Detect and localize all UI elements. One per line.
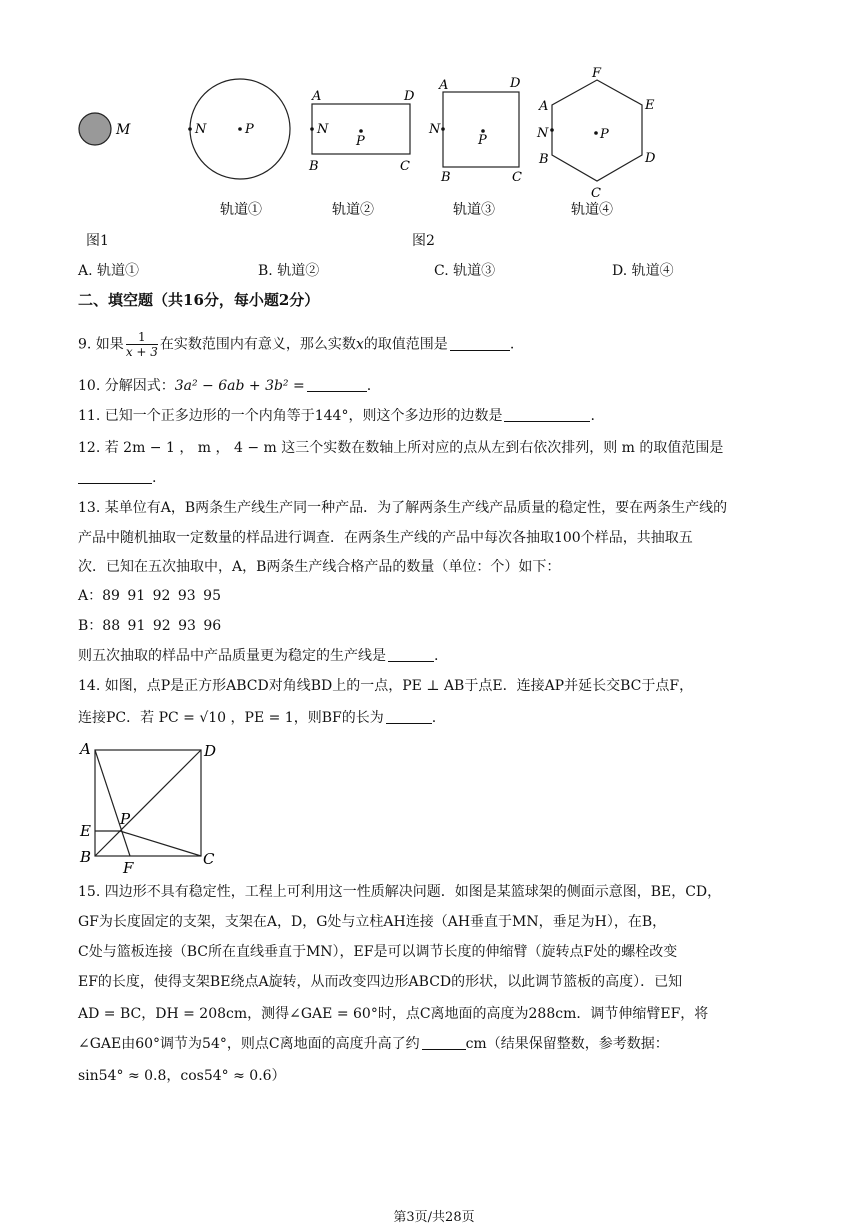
fig2-label: 图2 (412, 233, 435, 249)
track4-n-dot (550, 128, 554, 132)
option-d[interactable]: D. 轨道④ (612, 263, 674, 279)
question-13-line1: 13. 某单位有A，B两条生产线生产同一种产品．为了解两条生产线产品质量的稳定性，要在两条生产线的 (78, 500, 728, 516)
q11-pre: 11. 已知一个正多边形的一个内角等于 (78, 408, 315, 424)
q10-end: . (366, 378, 372, 394)
track3-n-label: N (429, 122, 441, 137)
track4-c-label: C (591, 186, 601, 201)
q10-answer-blank[interactable] (307, 377, 367, 392)
track1-p-label: P (245, 122, 254, 137)
figures-svg (0, 0, 868, 230)
fig1-label: 图1 (86, 233, 109, 249)
q10-expr: 3a² − 6ab + 3b² = (174, 378, 305, 394)
question-14-line1: 14. 如图，点P是正方形ABCD对角线BD上的一点，PE ⊥ AB于点E．连接AP并延长交BC于点F， (78, 678, 694, 694)
q15-line6-pre: ∠GAE由60°调节为54°，则点C离地面的高度升高了约 (78, 1036, 420, 1052)
q14-label-b: B (80, 848, 92, 866)
track4-n-label: N (537, 126, 549, 141)
question-15-line6 (78, 1034, 669, 1054)
question-14-line2 (78, 708, 436, 728)
q14-answer-blank[interactable] (386, 709, 432, 724)
question-15-line3: C处与篮板连接（BC所在直线垂直于MN），EF是可以调节长度的伸缩臂（旋转点F处的螺栓改变 (78, 944, 678, 960)
question-13-data-b: B：88 91 92 93 96 (78, 618, 222, 634)
question-11 (78, 406, 595, 426)
track3-b-label: B (441, 170, 451, 185)
track3-d-label: D (510, 76, 521, 91)
q11-post: ，则这个多边形的边数是 (348, 408, 503, 424)
track4-a-label: A (539, 99, 549, 114)
q9-pre: 9. 如果 (78, 336, 124, 353)
q11-end: . (590, 408, 595, 424)
question-12-answer-line (78, 468, 156, 488)
q14-label-c: C (203, 850, 215, 868)
q9-denominator: x + 3 (125, 345, 158, 359)
track2-b-label: B (309, 159, 319, 174)
track3-a-label: A (439, 78, 449, 93)
question-12: 12. 若 2m − 1 ， m ， 4 − m 这三个实数在数轴上所对应的点从左到右依次排列，则 m 的取值范围是 (78, 440, 724, 456)
question-15-line7: sin54° ≈ 0.8，cos54° ≈ 0.6） (78, 1068, 286, 1084)
track3-p-label: P (478, 133, 487, 148)
track3-n-dot (441, 127, 445, 131)
q9-post: 在实数范围内有意义，那么实数 (159, 336, 356, 353)
coin-m (79, 113, 111, 145)
question-15-line5: AD = BC，DH = 208cm，测得∠GAE = 60°时，点C离地面的高度为288cm．调节伸缩臂EF，将 (78, 1006, 709, 1022)
q15-answer-blank[interactable] (422, 1035, 466, 1050)
section-title: 二、填空题（共16分，每小题2分） (78, 291, 320, 309)
question-15-line1: 15. 四边形不具有稳定性，工程上可利用这一性质解决问题．如图是某篮球架的侧面示意图，BE，CD， (78, 884, 722, 900)
q9-tail: 的取值范围是 (363, 336, 448, 353)
question-13-line3: 次．已知在五次抽取中，A，B两条生产线合格产品的数量（单位：个）如下： (78, 559, 561, 575)
point-m-label: M (116, 122, 131, 138)
track2-c-label: C (400, 159, 410, 174)
track1-n-dot (188, 127, 192, 131)
track4-p-dot (594, 131, 598, 135)
page-footer: 第3页/共28页 (393, 1210, 475, 1225)
question-15-line2: GF为长度固定的支架，支架在A，D，G处与立柱AH连接（AH垂直于MN，垂足为H），在B， (78, 914, 667, 930)
track4-f-label: F (592, 66, 602, 81)
option-a[interactable]: A. 轨道① (78, 263, 140, 279)
track2-n-dot (310, 127, 314, 131)
track2-caption: 轨道② (332, 202, 374, 218)
q13-answer-blank[interactable] (388, 647, 434, 662)
q9-answer-blank[interactable] (450, 336, 510, 351)
question-9 (78, 330, 514, 359)
q15-line6-post: cm（结果保留整数，参考数据： (465, 1036, 669, 1052)
q14-line2: 连接PC．若 PC = √10 ，PE = 1，则BF的长为 (78, 710, 384, 726)
option-c[interactable]: C. 轨道③ (434, 263, 496, 279)
track4-b-label: B (539, 152, 549, 167)
track2-p-label: P (356, 134, 365, 149)
q13-end: . (434, 648, 439, 664)
q9-var: x (355, 336, 364, 353)
q10-pre: 10. 分解因式： (78, 378, 175, 394)
track1-n-label: N (195, 122, 207, 137)
track4-d-label: D (645, 151, 656, 166)
q13-ask: 则五次抽取的样品中产品质量更为稳定的生产线是 (78, 648, 386, 664)
track2-a-label: A (312, 89, 322, 104)
q9-numerator: 1 (126, 330, 158, 345)
q11-answer-blank[interactable] (504, 407, 590, 422)
question-15-line4: EF的长度，使得支架BE绕点A旋转，从而改变四边形ABCD的形状，以此调节篮板的高度）．已知 (78, 974, 683, 990)
question-13-data-a: A：89 91 92 93 95 (78, 588, 221, 604)
q9-fraction (126, 330, 158, 359)
q12-answer-blank[interactable] (78, 469, 152, 484)
q14-label-p: P (120, 810, 131, 828)
q14-label-f: F (123, 859, 134, 877)
question-10 (78, 376, 371, 396)
q14-end: . (431, 710, 437, 726)
track1-caption: 轨道① (220, 202, 262, 218)
question-13-line2: 产品中随机抽取一定数量的样品进行调查．在两条生产线的产品中每次各抽取100个样品，共抽取五 (78, 530, 693, 546)
question-13-ask (78, 646, 438, 666)
q14-label-a: A (80, 740, 91, 758)
track2-n-label: N (317, 122, 329, 137)
q12-end: . (152, 470, 157, 486)
q14-line-af (95, 750, 130, 856)
track3-c-label: C (512, 170, 522, 185)
track3-caption: 轨道③ (453, 202, 495, 218)
track4-p-label: P (600, 127, 609, 142)
track4-e-label: E (645, 98, 655, 113)
track4-caption: 轨道④ (571, 202, 613, 218)
q14-label-e: E (80, 822, 91, 840)
track1-p-dot (238, 127, 242, 131)
option-b[interactable]: B. 轨道② (258, 263, 320, 279)
q14-figure (76, 738, 226, 878)
track3-square (443, 92, 519, 167)
q11-angle: 144° (314, 408, 349, 424)
q14-line-pc (120, 831, 201, 856)
q9-end: . (509, 336, 515, 353)
track2-d-label: D (404, 89, 415, 104)
track2-p-dot (359, 129, 363, 133)
q14-label-d: D (204, 742, 217, 760)
track4-hexagon (552, 80, 642, 181)
